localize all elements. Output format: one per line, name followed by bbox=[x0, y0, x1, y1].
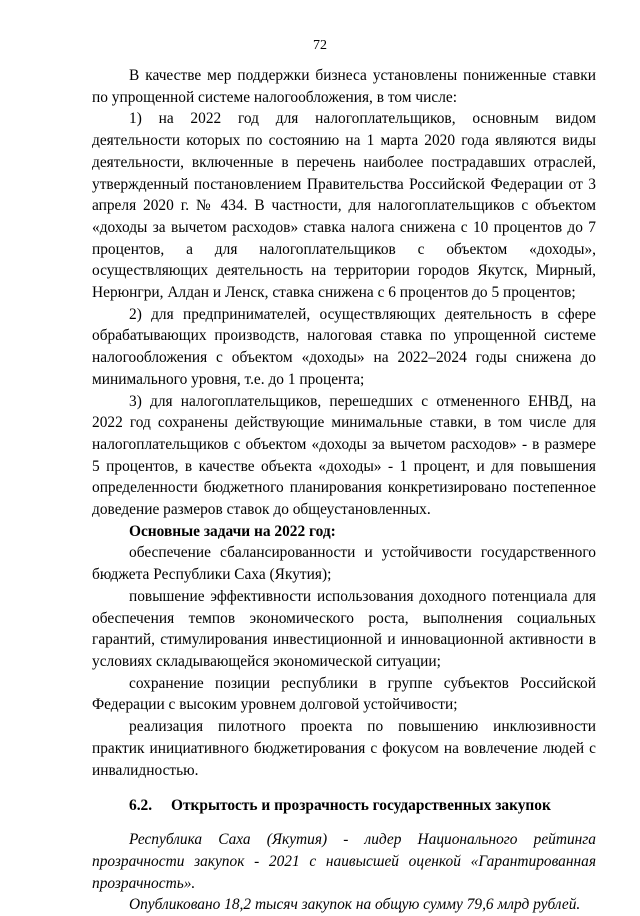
task-item-4: реализация пилотного проекта по повышению инклюзивности практик инициативного бюджетирования с фокусом на вовлечение людей с инвалидностью. bbox=[92, 718, 596, 779]
procurement-stats-paragraph: Опубликовано 18,2 тысяч закупок на общую сумму 79,6 млрд рублей. bbox=[129, 896, 581, 914]
intro-paragraph: В качестве мер поддержки бизнеса установлены пониженные ставки по упрощенной системе налогообложения, в том числе: bbox=[92, 67, 596, 106]
tasks-heading: Основные задачи на 2022 год: bbox=[129, 522, 336, 540]
section-number: 6.2. bbox=[129, 797, 153, 815]
section-title: Открытость и прозрачность государственных закупок bbox=[171, 797, 551, 815]
task-item-1: обеспечение сбалансированности и устойчивости государственного бюджета Республики Саха (Якутия); bbox=[92, 544, 596, 584]
transparency-rating-paragraph: Республика Саха (Якутия) - лидер Национального рейтинга прозрачности закупок - 2021 с наивысшей оценкой «Гарантированная прозрачность». bbox=[92, 831, 596, 892]
measure-item-1: 1) на 2022 год для налогоплательщиков, основным видом деятельности которых по состоянию на 1 марта 2020 года являются виды деятельности, включенные в перечень наиболее пострадавших отраслей, утвержденный постановлением Правительства Российской Федерации от 3 апреля 2020 г. № 434. В частности, для налогоплательщиков с объектом «доходы за вычетом расходов» ставка налога снижена с 10 процентов до 7 процентов, а для налогоплательщиков с объектом «доходы», осуществляющих деятельность на территории городов Якутск, Мирный, Нерюнгри, Алдан и Ленск, ставка снижена с 6 процентов до 5 процентов; bbox=[92, 110, 596, 302]
measure-item-3: 3) для налогоплательщиков, перешедших с отмененного ЕНВД, на 2022 год сохранены действующие минимальные ставки, в том числе для налогоплательщиков с объектом «доходы за вычетом расходов» - в размере 5 процентов, в качестве объекта «доходы» - 1 процент, и для повышения определенности бюджетного планирования конкретизировано постепенное доведение размеров ставок до общеустановленных. bbox=[92, 392, 596, 519]
measure-item-2: 2) для предпринимателей, осуществляющих деятельность в сфере обрабатывающих производств, налоговая ставка по упрощенной системе налогообложения с объектом «доходы» на 2022–2024 годы снижена до минимального уровня, т.е. до 1 процента; bbox=[92, 305, 596, 388]
task-item-2: повышение эффективности использования доходного потенциала для обеспечения темпов экономического роста, выполнения социальных гарантий, стимулирования инвестиционной и инновационной активности в условиях складывающейся экономической ситуации; bbox=[92, 587, 596, 670]
document-body bbox=[92, 65, 596, 916]
section-heading bbox=[92, 795, 596, 816]
page-number: 72 bbox=[313, 38, 327, 53]
task-item-3: сохранение позиции республики в группе субъектов Российской Федерации с высоким уровнем долговой устойчивости; bbox=[92, 674, 596, 714]
